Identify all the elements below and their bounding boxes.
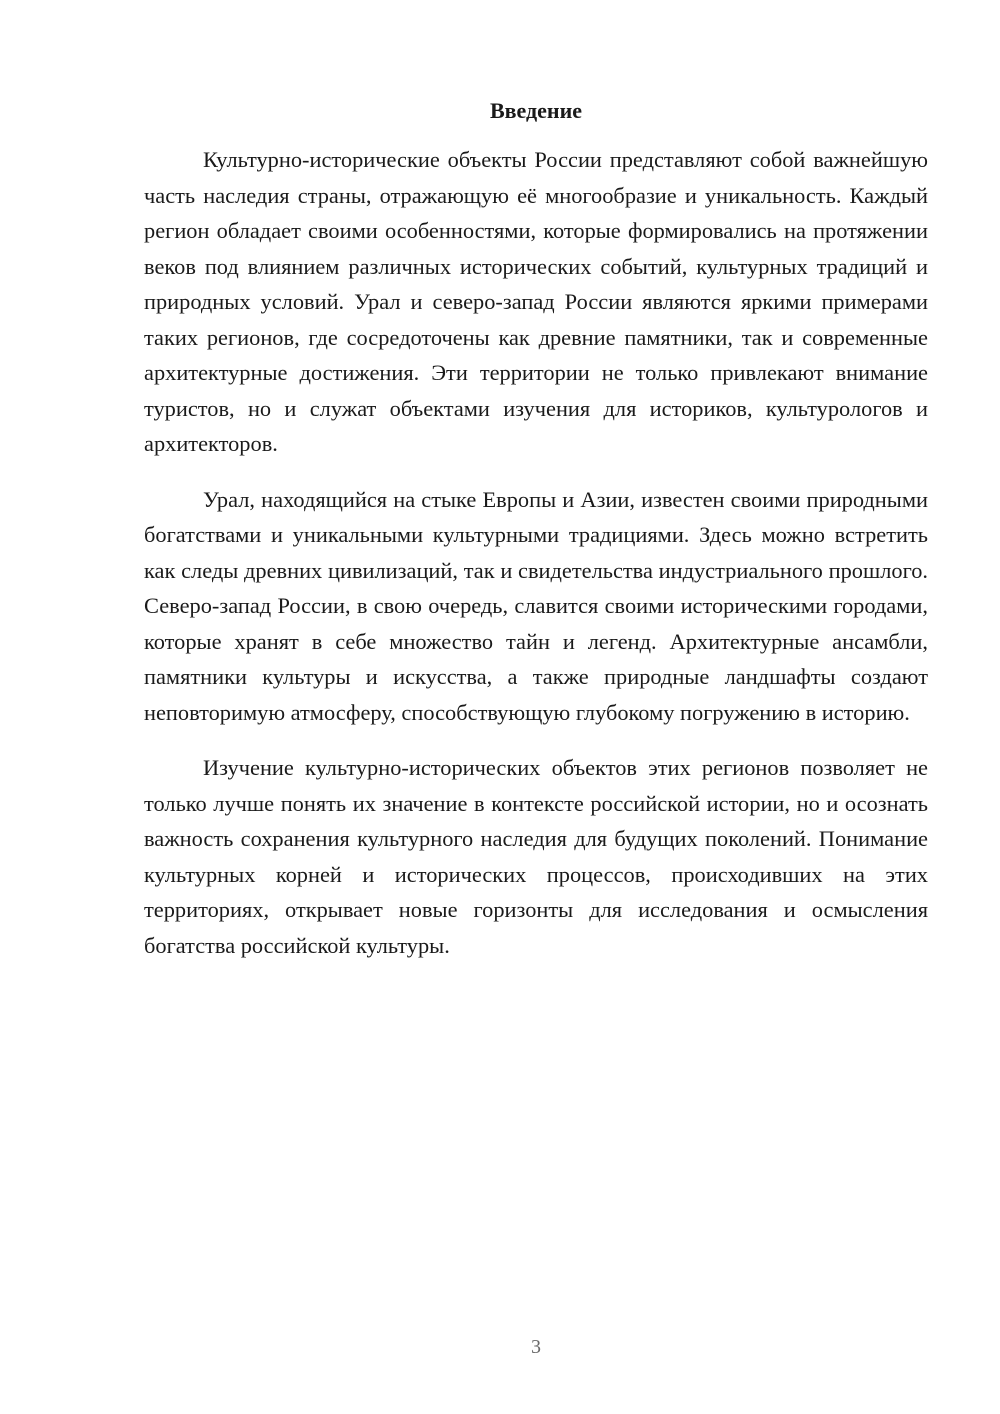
page-number: 3: [531, 1336, 541, 1358]
paragraph-ural: Урал, находящийся на стыке Европы и Азии, известен своими природными богатствами и уникальными культурными традициями. Здесь можно встретить как следы древних цивилизаций, так и свидетельства индустриального прошлого. Северо-запад России, в свою очередь, славится своими историческими городами, которые хранят в себе множество тайн и легенд. Архитектурные ансамбли, памятники культуры и искусства, а также природные ландшафты создают неповторимую атмосферу, способствующую глубокому погружению в историю.: [144, 486, 928, 725]
section-heading: Введение: [489, 98, 583, 123]
body-text: [144, 142, 928, 983]
paragraph-study: Изучение культурно-исторических объектов этих регионов позволяет не только лучше понять их значение в контексте российской истории, но и осознать важность сохранения культурного наследия для будущих поколений. Понимание культурных корней и исторических процессов, происходивших на этих территориях, открывает новые горизонты для исследования и осмысления богатства российской культуры.: [144, 755, 928, 958]
paragraph-intro: Культурно-исторические объекты России представляют собой важнейшую часть наследия страны, отражающую её многообразие и уникальность. Каждый регион обладает своими особенностями, которые формировались на протяжении веков под влиянием различных исторических событий, культурных традиций и природных условий. Урал и северо-запад России являются яркими примерами таких регионов, где сосредоточены как древние памятники, так и современные архитектурные достижения. Эти территории не только привлекают внимание туристов, но и служат объектами изучения для историков, культурологов и архитекторов.: [144, 147, 928, 456]
